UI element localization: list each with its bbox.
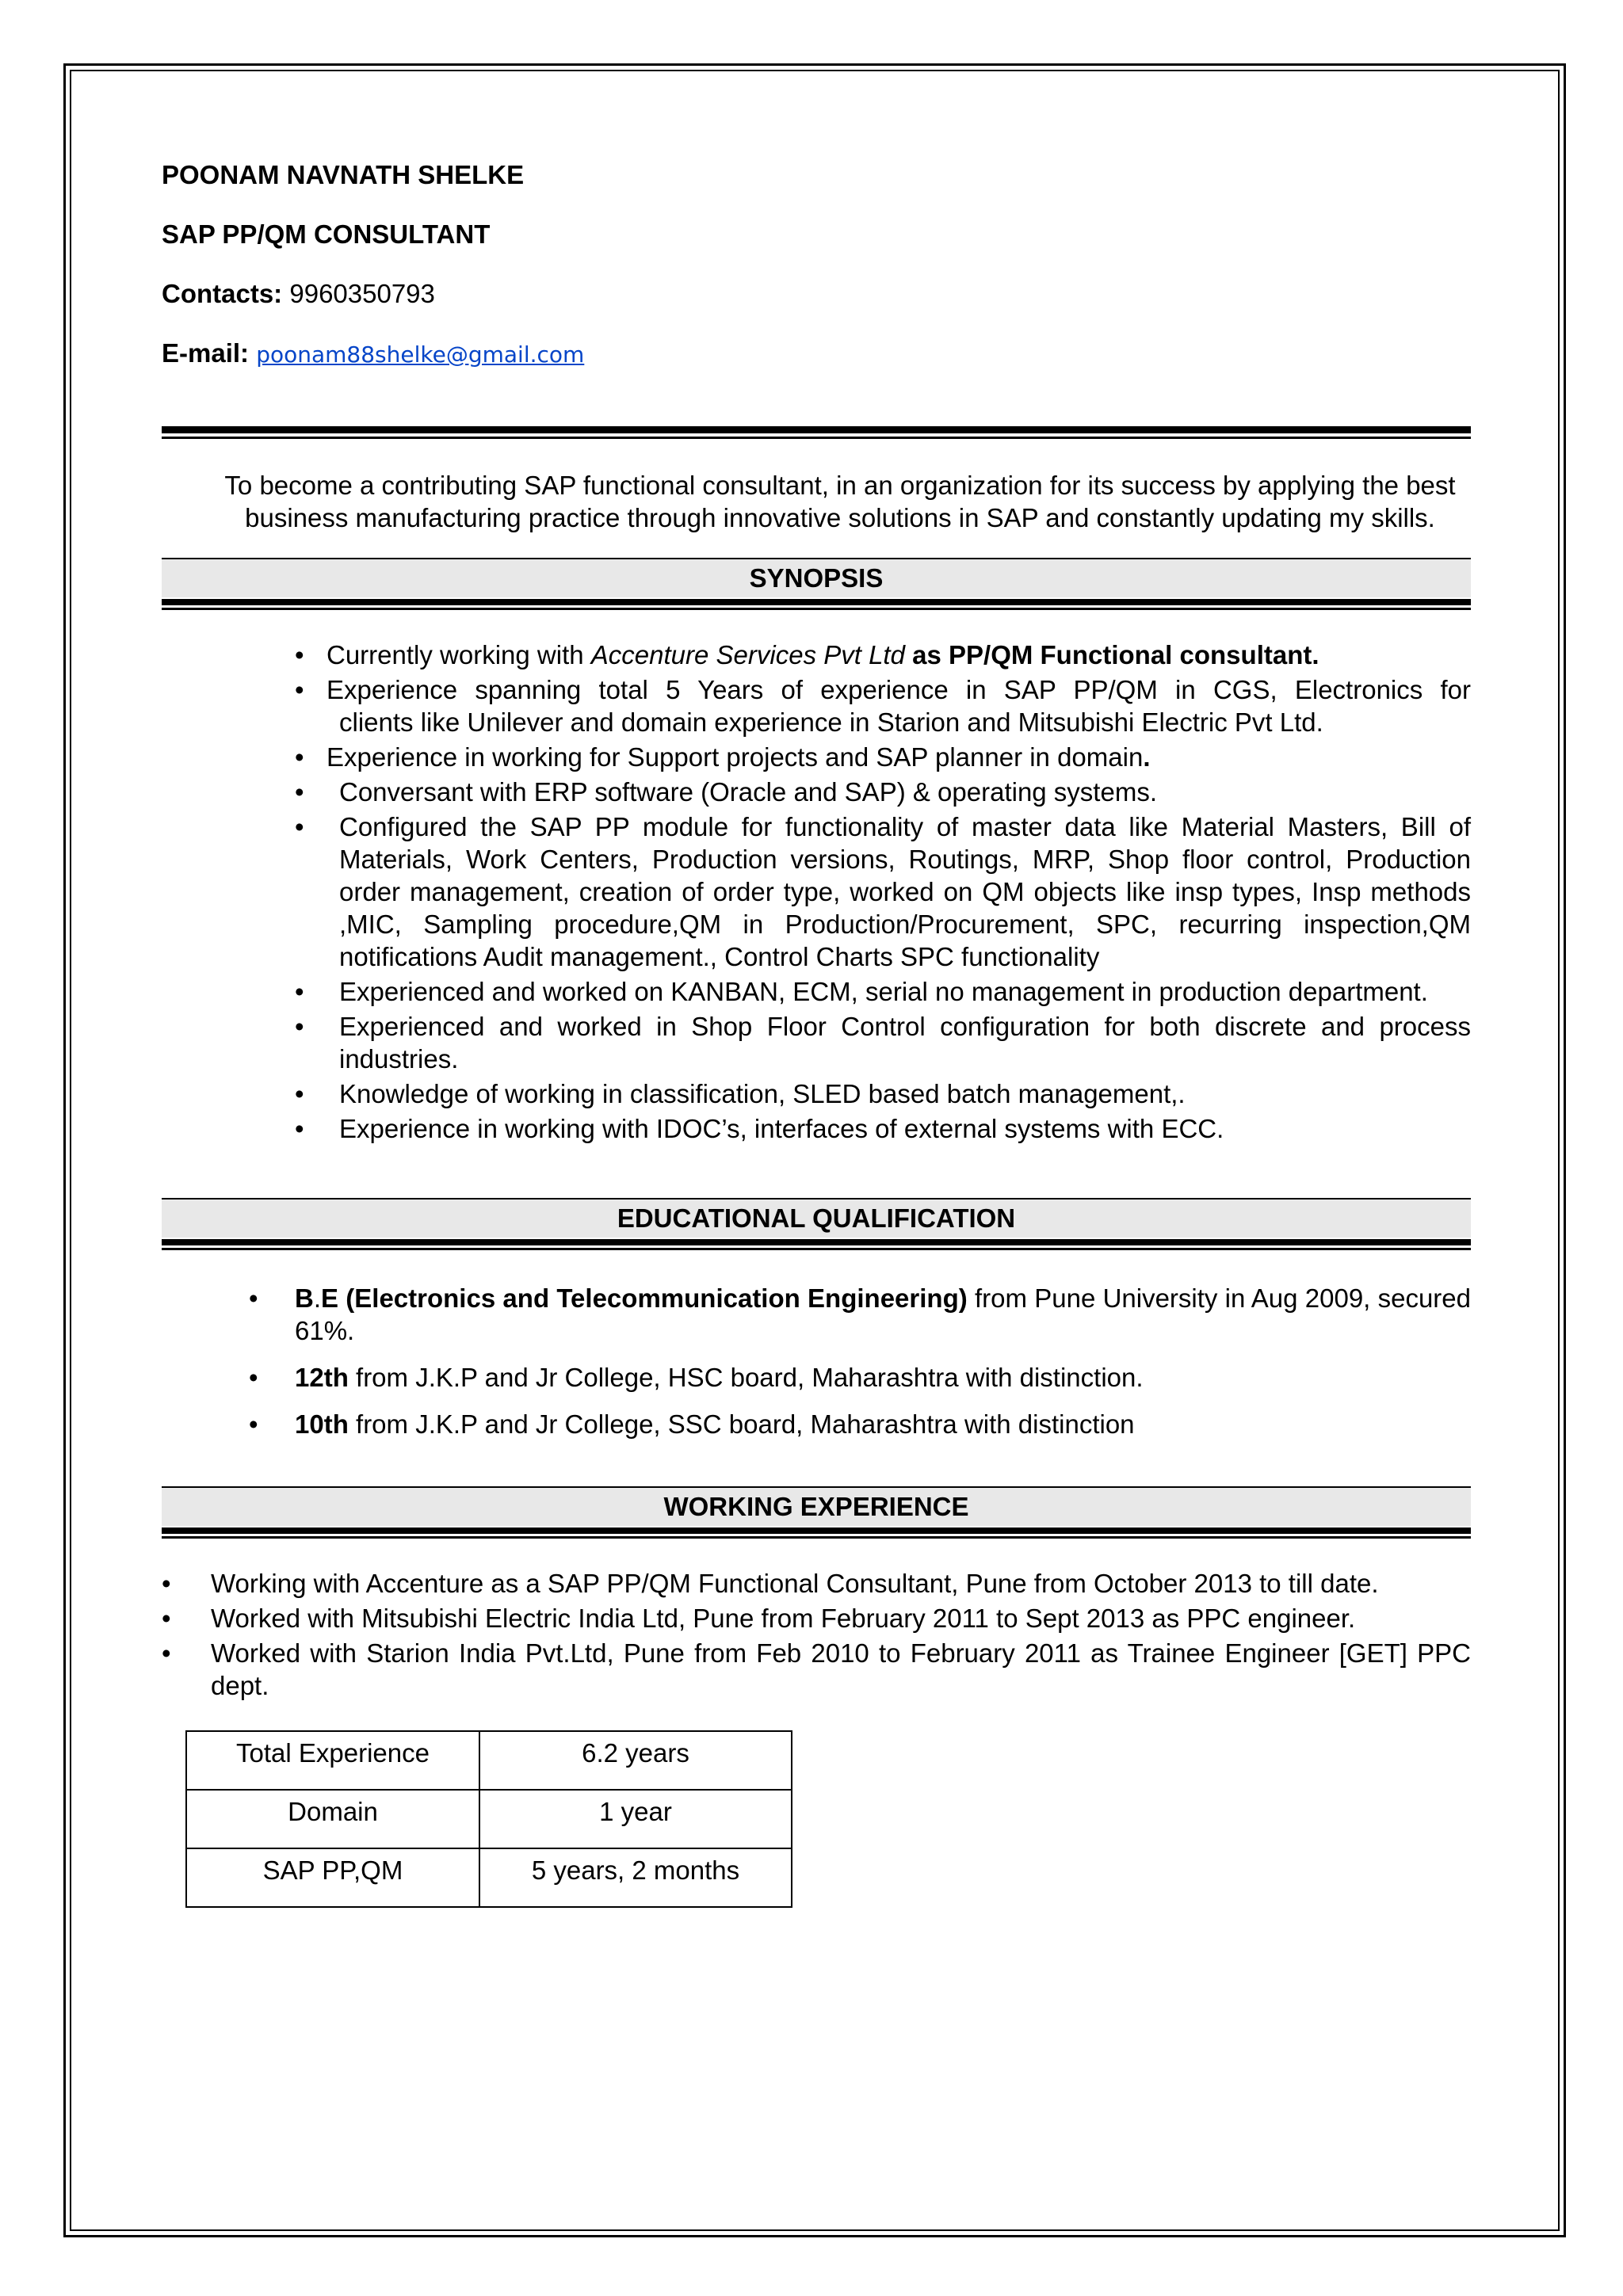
bullet-icon: • [295,777,304,807]
table-cell-label: Total Experience [186,1731,479,1790]
work-text: Working with Accenture as a SAP PP/QM Functional Consultant, Pune from October 2013 to till date. [211,1569,1379,1598]
bullet-icon: • [162,1604,171,1633]
synopsis-list [295,639,1471,1145]
list-item [295,741,1471,773]
section-heading-work: WORKING EXPERIENCE [162,1486,1471,1526]
synopsis-period: . [1143,742,1151,772]
bullet-icon: • [295,742,304,772]
section-divider [162,1239,1471,1250]
list-item [162,1567,1471,1600]
bullet-icon: • [295,1012,304,1041]
bullet-icon: • [249,1283,258,1313]
list-item [295,673,1471,738]
work-text: Worked with Starion India Pvt.Ltd, Pune from Feb 2010 to February 2011 as Trainee Engineer [GET] PPC dept. [211,1638,1471,1700]
contacts-line [162,277,1471,310]
bullet-icon: • [162,1569,171,1598]
education-list [249,1282,1471,1440]
grade-level: 12th [295,1363,349,1392]
synopsis-text: Experience in working with IDOC’s, interfaces of external systems with ECC. [339,1114,1224,1143]
email-line [162,337,1471,371]
degree-name: E (Electronics and Telecommunication Engineering) [321,1283,968,1313]
email-link[interactable]: poonam88shelke@gmail.com [256,341,585,368]
synopsis-text: Experience in working for Support projects and SAP planner in domain [327,742,1144,772]
list-item [295,810,1471,973]
table-row [186,1731,792,1790]
list-item [249,1408,1471,1440]
bullet-icon: • [295,977,304,1006]
list-item [295,639,1471,671]
experience-table [185,1730,792,1908]
bullet-icon: • [162,1638,171,1668]
company-name: Accenture Services Pvt Ltd [590,640,905,669]
synopsis-text-continued: clients like Unilever and domain experience in Starion and Mitsubishi Electric Pvt Ltd. [339,707,1323,737]
synopsis-text: Knowledge of working in classification, SLED based batch management,. [339,1079,1186,1108]
synopsis-text: Experience spanning total 5 Years of experience in SAP PP/QM in CGS, Electronics for [327,675,1471,704]
synopsis-text: Experienced and worked on KANBAN, ECM, serial no management in production department. [339,977,1428,1006]
table-cell-value: 6.2 years [479,1731,792,1790]
degree-initial: B [295,1283,314,1313]
table-row [186,1790,792,1848]
bullet-icon: • [295,1079,304,1108]
bullet-icon: • [249,1363,258,1392]
resume-content [162,158,1471,1908]
table-cell-label: SAP PP,QM [186,1848,479,1907]
work-list [162,1567,1471,1702]
grade-details: from J.K.P and Jr College, SSC board, Maharashtra with distinction [348,1409,1135,1439]
table-cell-value: 1 year [479,1790,792,1848]
section-divider [162,599,1471,610]
synopsis-text: Configured the SAP PP module for functionality of master data like Material Masters, Bill of Materials, Work Centers, Production versions, Routings, MRP, Shop floor control, Production order management, creation of order type, worked on QM objects like insp types, Insp methods ,MIC, Sampling procedure,QM in Production/Procurement, SPC, recurring inspection,QM notifications Audit management., Control Charts SPC functionality [339,812,1471,971]
synopsis-text: Experienced and worked in Shop Floor Control configuration for both discrete and process industries. [339,1012,1471,1074]
synopsis-text: Currently working with [327,640,591,669]
section-heading-synopsis: SYNOPSIS [162,558,1471,597]
email-label: E-mail: [162,338,250,368]
bullet-icon: • [295,812,304,841]
bullet-icon: • [249,1409,258,1439]
table-cell-value: 5 years, 2 months [479,1848,792,1907]
list-item [162,1602,1471,1634]
contacts-label: Contacts: [162,279,283,308]
role-text: as PP/QM Functional consultant. [904,640,1319,669]
synopsis-text: Conversant with ERP software (Oracle and SAP) & operating systems. [339,777,1157,807]
candidate-name: POONAM NAVNATH SHELKE [162,160,525,189]
bullet-icon: • [295,1114,304,1143]
list-item [295,1077,1471,1110]
table-row [186,1848,792,1907]
degree-details: from Pune University in Aug 2009, secured 61%. [295,1283,1472,1345]
table-cell-label: Domain [186,1790,479,1848]
list-item [249,1361,1471,1394]
degree-dot: . [313,1283,322,1313]
candidate-title: SAP PP/QM CONSULTANT [162,219,491,249]
objective-text: To become a contributing SAP functional consultant, in an organization for its success by applying the best business manufacturing practice through innovative solutions in SAP and constantly updating my skills. [224,471,1456,532]
section-heading-education: EDUCATIONAL QUALIFICATION [162,1198,1471,1238]
work-text: Worked with Mitsubishi Electric India Ltd, Pune from February 2011 to Sept 2013 as PPC engineer. [211,1604,1356,1633]
list-item [295,776,1471,808]
header-divider [162,426,1471,439]
bullet-icon: • [295,675,304,704]
list-item [162,1637,1471,1702]
grade-details: from J.K.P and Jr College, HSC board, Maharashtra with distinction. [348,1363,1144,1392]
list-item [249,1282,1471,1347]
list-item [295,1010,1471,1075]
contacts-value: 9960350793 [289,279,435,308]
list-item [295,1112,1471,1145]
bullet-icon: • [295,640,304,669]
grade-level: 10th [295,1409,349,1439]
section-divider [162,1527,1471,1539]
list-item [295,975,1471,1008]
